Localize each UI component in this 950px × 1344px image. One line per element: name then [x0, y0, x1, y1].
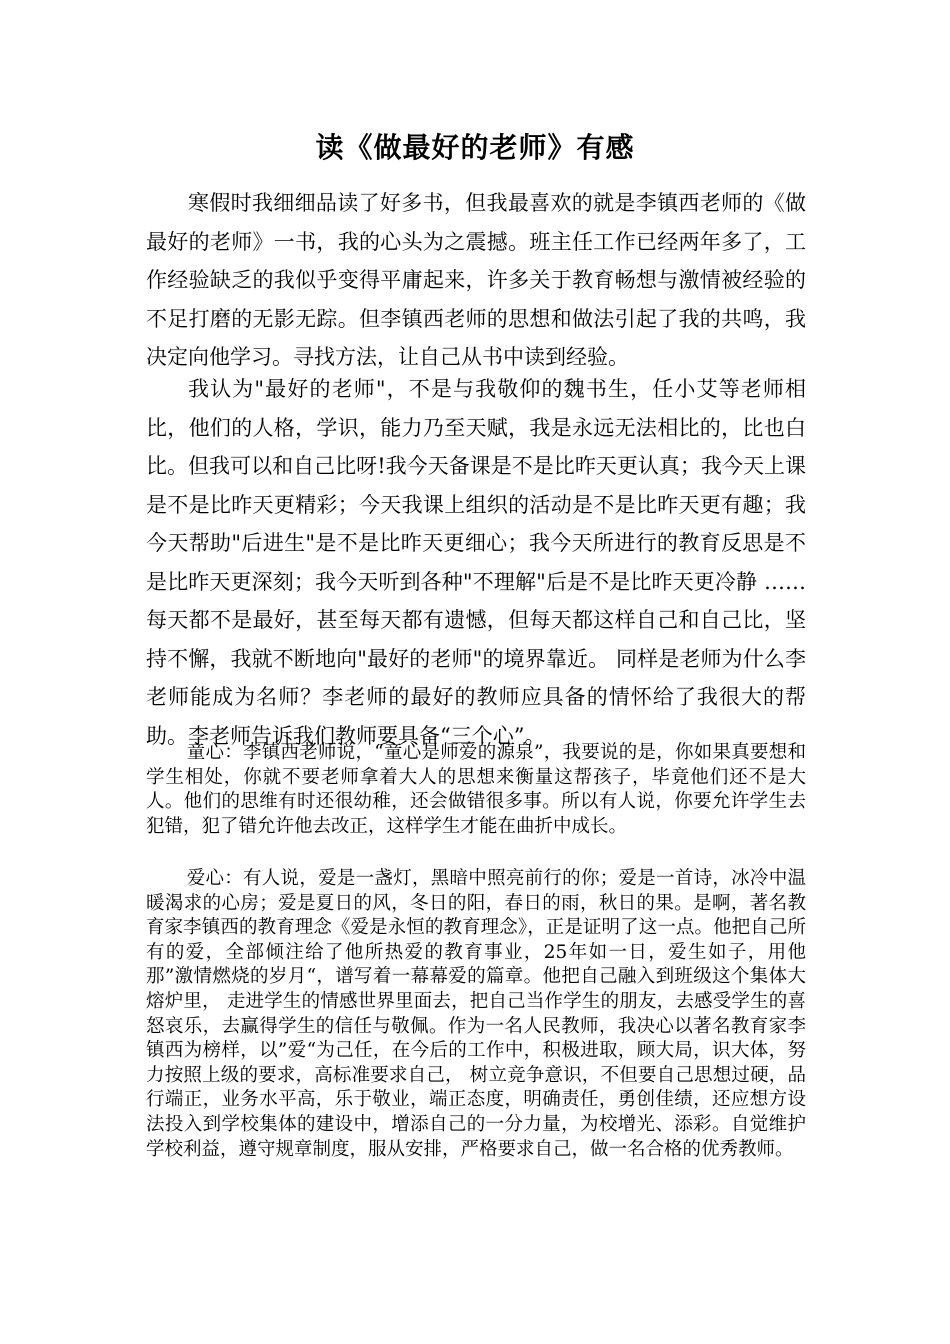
paragraph-loving-heart: 爱心：有人说，爱是一盏灯，黑暗中照亮前行的你；爱是一首诗，冰冷中温暖渴求的心房；爱是夏日的风，冬日的阳，春日的雨，秋日的果。是啊，著名教育家李镇西的教育理念《爱是永恒的教育理念》，正是证明了这一点。他把自己所有的爱，全部倾注给了他所热爱的教育事业，25年如一日，爱生如子，用他那”激情燃烧的岁月“，谱写着一幕幕爱的篇章。他把自己融入到班级这个集体大熔炉里， 走进学生的情感世界里面去，把自己当作学生的朋友，去感受学生的喜怒哀乐，去赢得学生的信任与敬佩。作为一名人民教师，我决心以著名教育家李镇西为榜样，以”爱“为己任，在今后的工作中，积极进取，顾大局，识大体，努力按照上级的要求，高标准要求自己， 树立竞争意识，不但要自己思想过硬，品行端正，业务水平高，乐于敬业，端正态度，明确责任，勇创佳绩，还应想方设法投入到学校集体的建设中，增添自己的一分力量，为校增光、添彩。自觉维护学校利益，遵守规章制度，服从安排，严格要求自己，做一名合格的优秀教师。: [146, 868, 806, 1160]
paragraph-intro: 寒假时我细细品读了好多书，但我最喜欢的就是李镇西老师的《做最好的老师》一书，我的心头为之震撼。班主任工作已经两年多了，工作经验缺乏的我似乎变得平庸起来，许多关于教育畅想与激情被经验的不足打磨的无影无踪。但李镇西老师的思想和做法引起了我的共鸣，我决定向他学习。寻找方法，让自己从书中读到经验。: [146, 191, 806, 369]
document-title: 读《做最好的老师》有感: [315, 131, 635, 164]
paragraph-childlike-heart: 童心：李镇西老师说，“童心是师爱的源泉”，我要说的是，你如果真要想和学生相处，你就不要老师拿着大人的思想来衡量这帮孩子，毕竟他们还不是大人。他们的思维有时还很幼稚，还会做错很多事。所以有人说，你要允许学生去犯错，犯了错允许他去改正，这样学生才能在曲折中成长。: [146, 742, 806, 837]
paragraph-best-teacher: 我认为"最好的老师"，不是与我敬仰的魏书生，任小艾等老师相比，他们的人格，学识，能力乃至天赋，我是永远无法相比的，比也白比。但我可以和自己比呀!我今天备课是不是比昨天更认真；我今天上课是不是比昨天更精彩；今天我课上组织的活动是不是比昨天更有趣；我今天帮助"后进生"是不是比昨天更细心；我今天所进行的教育反思是不是比昨天更深刻；我今天听到各种"不理解"后是不是比昨天更冷静 ……每天都不是最好，甚至每天都有遗憾，但每天都这样自己和自己比，坚持不懈，我就不断地向"最好的老师"的境界靠近。 同样是老师为什么李老师能成为名师？李老师的最好的教师应具备的情怀给了我很大的帮助。李老师告诉我们教师要具备“三个心”。: [146, 377, 806, 748]
